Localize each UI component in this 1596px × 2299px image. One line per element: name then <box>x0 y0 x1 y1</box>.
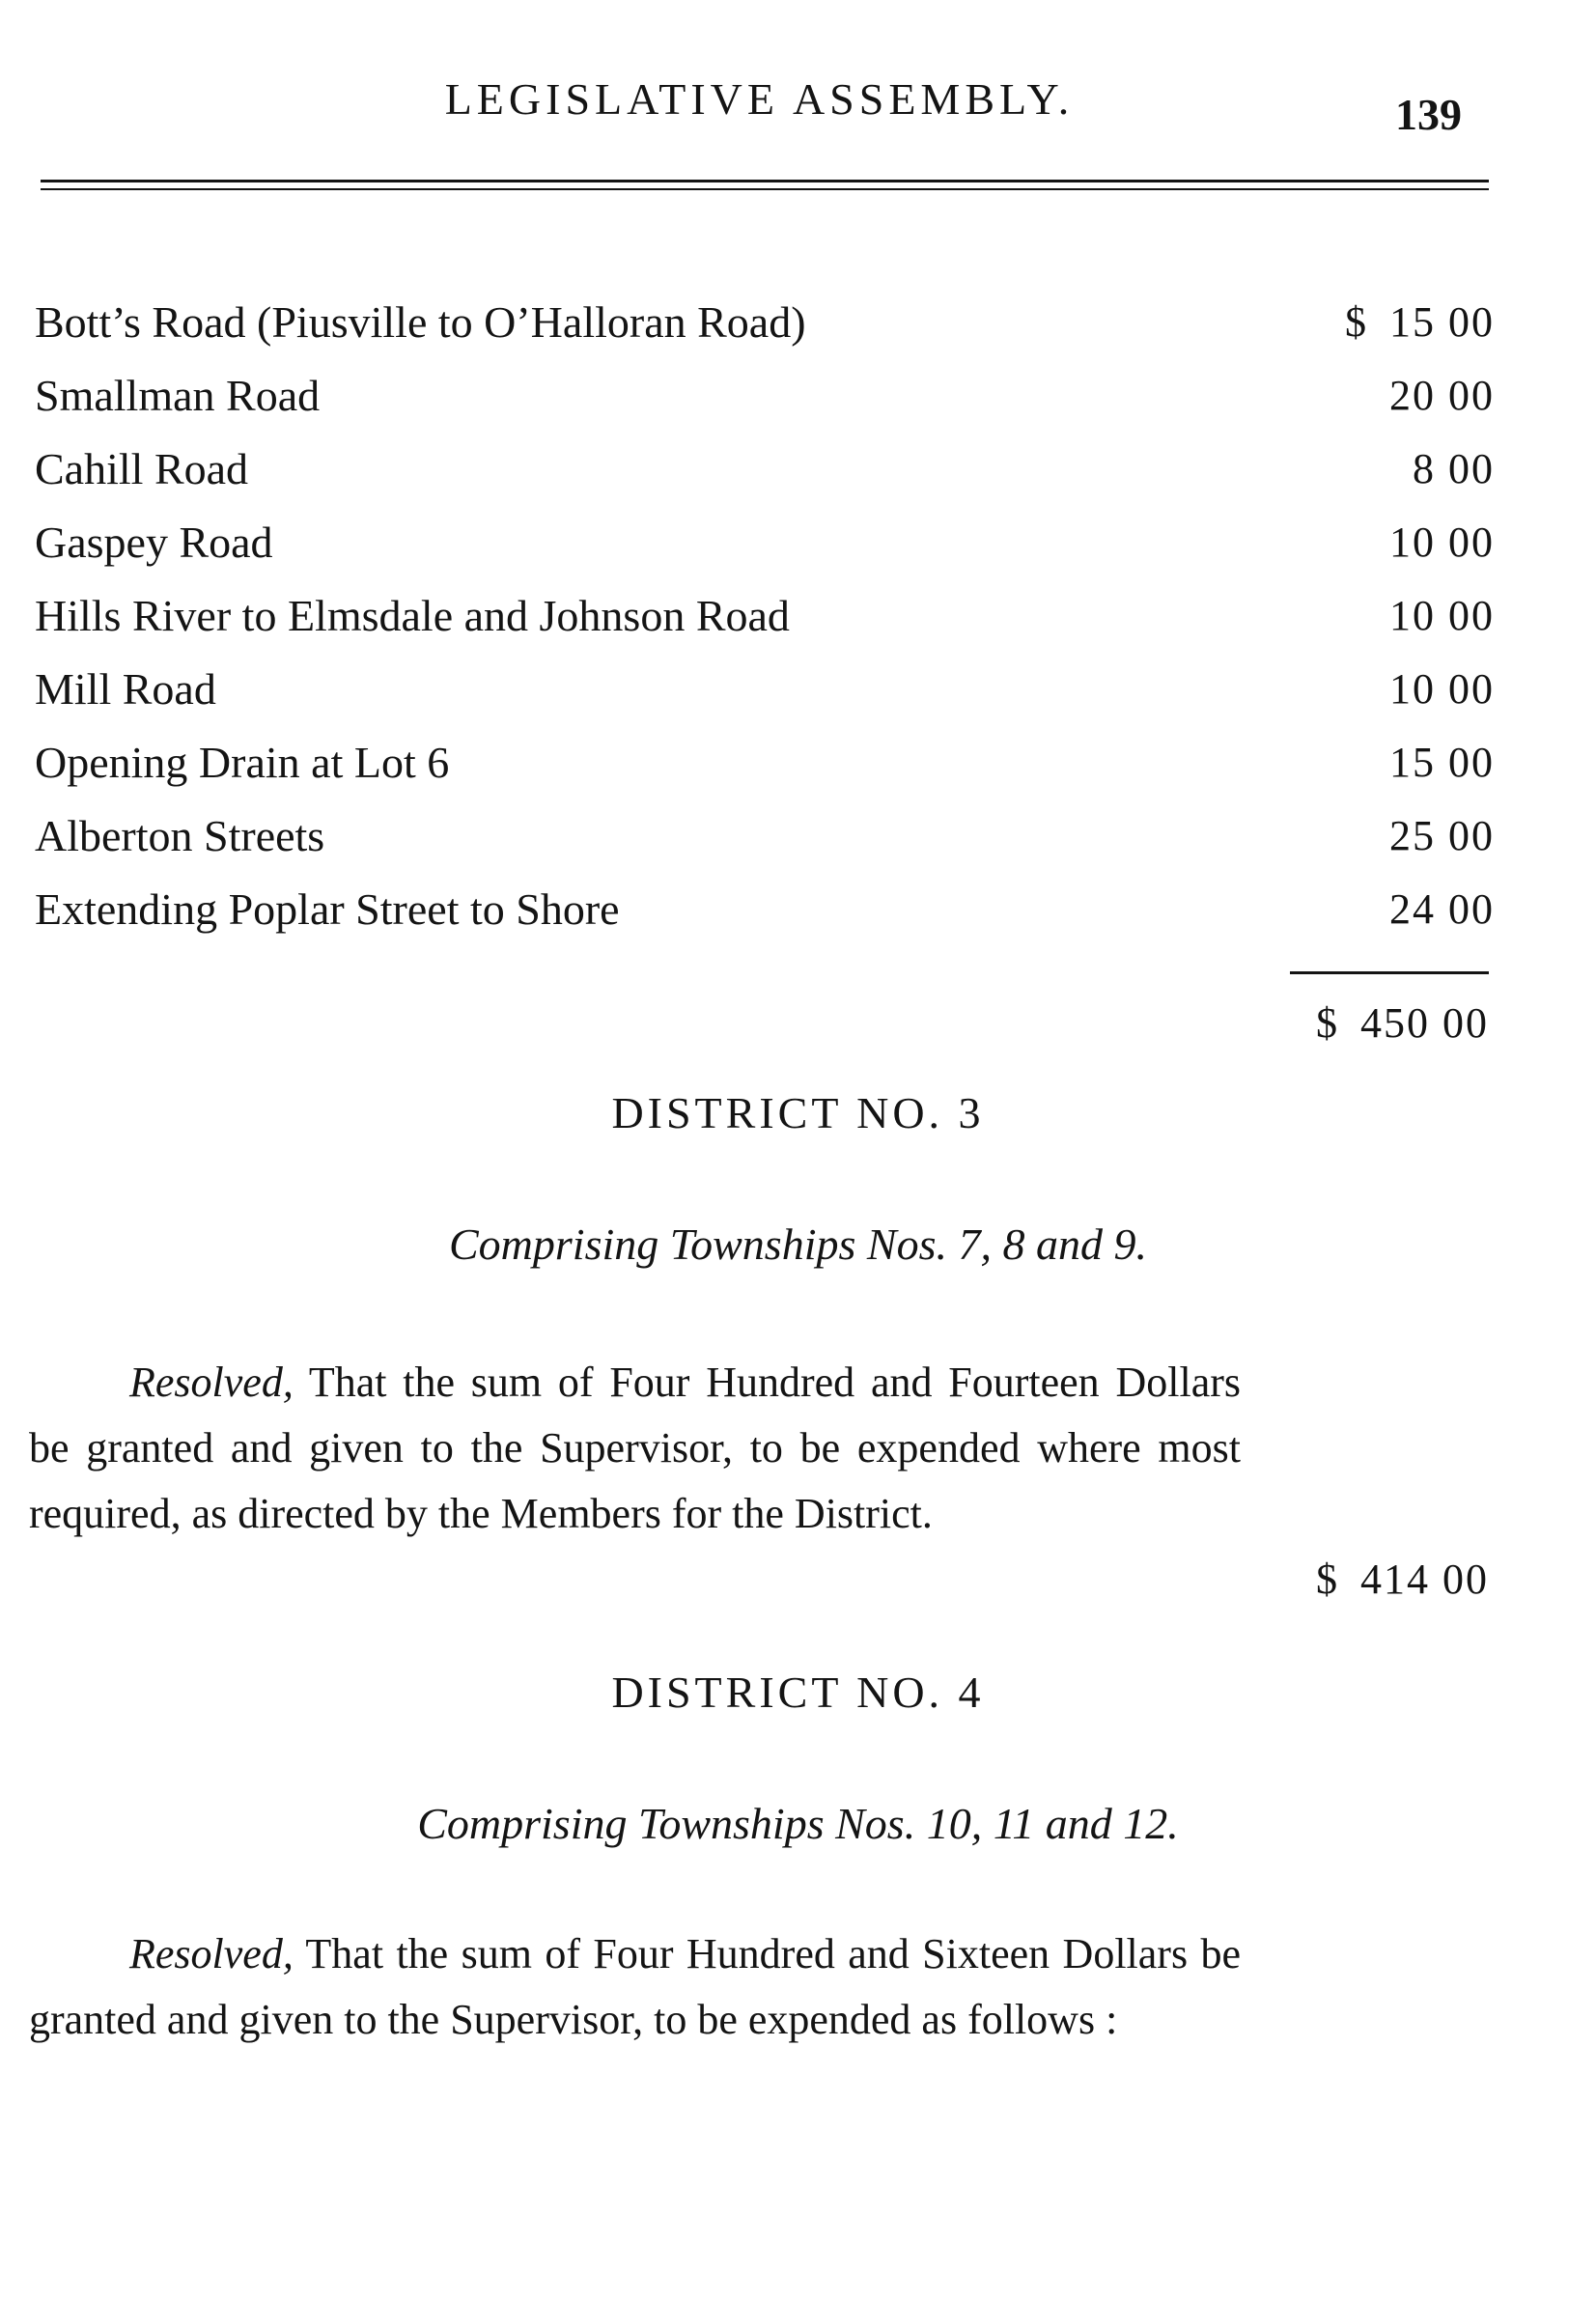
item-label: Hills River to Elmsdale and Johnson Road <box>35 591 790 640</box>
item-label: Bott’s Road (Piusville to O’Halloran Road) <box>35 297 806 347</box>
list-item <box>35 433 1495 506</box>
dollar-sign: $ <box>1316 1556 1339 1603</box>
item-label: Extending Poplar Street to Shore <box>35 884 620 934</box>
item-label: Opening Drain at Lot 6 <box>35 738 450 787</box>
list-item <box>35 506 1495 579</box>
district-3-subheading: Comprising Townships Nos. 7, 8 and 9. <box>449 1220 1147 1269</box>
list-item <box>35 359 1495 433</box>
list-item <box>35 873 1495 946</box>
resolved-lead: Resolved, <box>129 1930 294 1977</box>
list-item <box>35 579 1495 653</box>
list-item <box>35 799 1495 873</box>
item-label: Gaspey Road <box>35 518 273 567</box>
road-appropriation-list <box>35 286 1495 946</box>
total-amount <box>1255 995 1489 1052</box>
item-amount: 10 00 <box>1389 592 1495 639</box>
page-number: 139 <box>1395 90 1462 139</box>
total-rule <box>1290 971 1489 974</box>
resolved-lead: Resolved, <box>129 1359 294 1406</box>
item-amount: 15 00 <box>1389 739 1495 786</box>
header-double-rule <box>41 180 1489 190</box>
item-amount: 8 00 <box>1413 445 1495 492</box>
item-amount <box>1345 286 1495 359</box>
amount-value: 15 00 <box>1389 298 1495 346</box>
item-amount: 20 00 <box>1389 372 1495 419</box>
list-item <box>35 286 1495 359</box>
dollar-sign: $ <box>1316 999 1339 1047</box>
district-4-subheading: Comprising Townships Nos. 10, 11 and 12. <box>417 1799 1179 1848</box>
list-item <box>35 726 1495 799</box>
item-label: Alberton Streets <box>35 811 325 860</box>
resolution-text: That the sum of Four Hundred and Fourteen Dollars be granted and given to the Supervisor, to be expended where most required, as directed by the Members for the District. <box>29 1359 1241 1537</box>
item-amount: 10 00 <box>1389 519 1495 566</box>
district-3-resolution <box>29 1350 1241 1547</box>
item-amount: 10 00 <box>1389 665 1495 713</box>
district-3-amount <box>1282 1547 1489 1612</box>
item-label: Cahill Road <box>35 444 249 493</box>
page-title: LEGISLATIVE ASSEMBLY. <box>444 74 1075 124</box>
amount-value: 414 00 <box>1360 1556 1489 1603</box>
district-3-heading: DISTRICT NO. 3 <box>611 1088 985 1137</box>
district-4-heading: DISTRICT NO. 4 <box>611 1668 985 1717</box>
total-value: 450 00 <box>1360 999 1489 1047</box>
item-amount: 24 00 <box>1389 885 1495 933</box>
running-head <box>0 68 1596 139</box>
district-4-resolution <box>29 1921 1241 2053</box>
list-item <box>35 653 1495 726</box>
dollar-sign: $ <box>1345 298 1368 346</box>
item-amount: 25 00 <box>1389 812 1495 859</box>
item-label: Smallman Road <box>35 371 321 420</box>
resolution-text: That the sum of Four Hundred and Sixteen Dollars be granted and given to the Supervisor, to be expended as follows : <box>29 1930 1241 2043</box>
item-label: Mill Road <box>35 664 216 714</box>
